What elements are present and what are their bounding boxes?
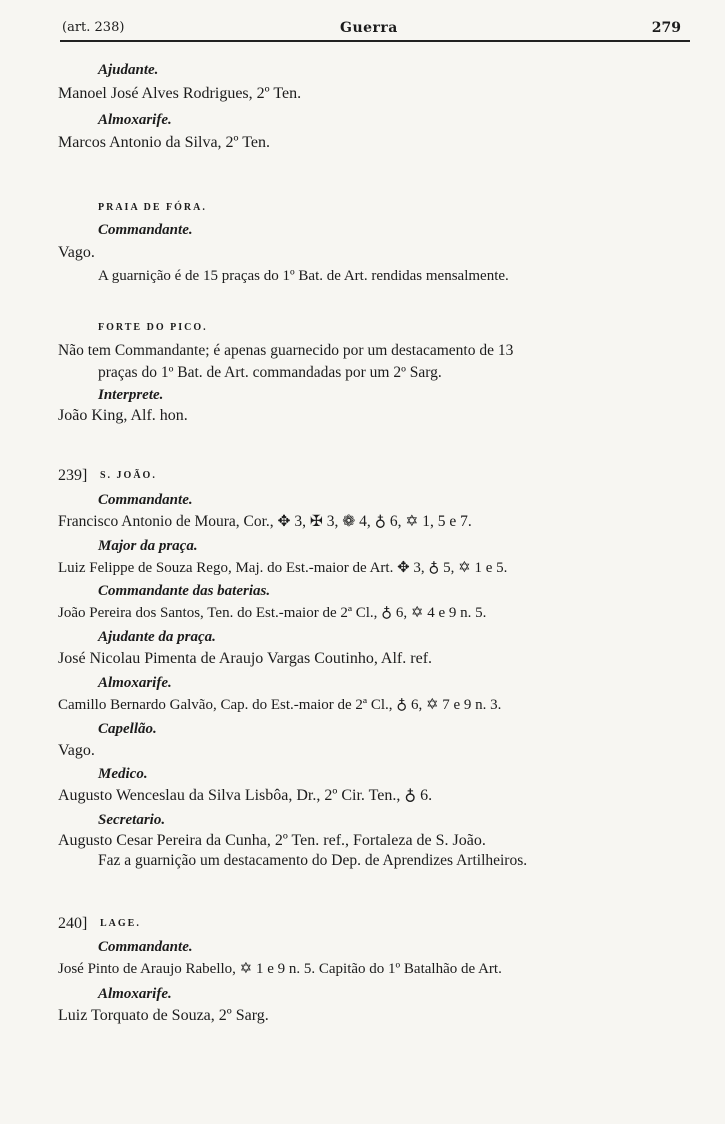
text-line: José Nicolau Pimenta de Araujo Vargas Coutinho, Alf. ref. (58, 650, 433, 667)
page-number: 279 (651, 20, 681, 36)
section-number: 240] (58, 915, 88, 932)
text-line: Francisco Antonio de Moura, Cor., ✥ 3, ✠ 3, ❁ 4, ♁ 6, ✡ 1, 5 e 7. (58, 513, 472, 530)
role-heading: Commandante. (98, 492, 193, 508)
text-line: Luiz Torquato de Souza, 2º Sarg. (58, 1007, 269, 1024)
text-line: Camillo Bernardo Galvão, Cap. do Est.-maior de 2ª Cl., ♁ 6, ✡ 7 e 9 n. 3. (58, 697, 502, 713)
section-heading: FORTE DO PICO. (98, 322, 208, 333)
section-heading: LAGE. (100, 918, 141, 929)
page-header (62, 18, 687, 40)
role-heading: Interprete. (98, 387, 164, 403)
role-heading: Ajudante. (98, 62, 159, 78)
page-title: Guerra (340, 20, 398, 36)
text-line: Augusto Wenceslau da Silva Lisbôa, Dr., 2º Cir. Ten., ♁ 6. (58, 787, 433, 804)
text-line: Faz a guarnição um destacamento do Dep. de Aprendizes Artilheiros. (98, 852, 528, 869)
role-heading: Commandante. (98, 222, 193, 238)
role-heading: Medico. (98, 766, 148, 782)
section-heading: PRAIA DE FÓRA. (98, 202, 207, 213)
text-line: João King, Alf. hon. (58, 407, 188, 424)
role-heading: Secretario. (98, 812, 166, 828)
text-line: Vago. (58, 742, 95, 759)
role-heading: Major da praça. (98, 538, 198, 554)
role-heading: Almoxarife. (98, 675, 172, 691)
role-heading: Almoxarife. (98, 112, 172, 128)
role-heading: Commandante. (98, 939, 193, 955)
section-number: 239] (58, 467, 88, 484)
text-line: Marcos Antonio da Silva, 2º Ten. (58, 134, 270, 151)
role-heading: Capellão. (98, 721, 157, 737)
text-line: Luiz Felippe de Souza Rego, Maj. do Est.-maior de Art. ✥ 3, ♁ 5, ✡ 1 e 5. (58, 560, 508, 576)
text-line: Augusto Cesar Pereira da Cunha, 2º Ten. ref., Fortaleza de S. João. (58, 832, 486, 849)
text-line: João Pereira dos Santos, Ten. do Est.-maior de 2ª Cl., ♁ 6, ✡ 4 e 9 n. 5. (58, 605, 487, 621)
text-line: praças do 1º Bat. de Art. commandadas por um 2º Sarg. (98, 364, 442, 381)
role-heading: Almoxarife. (98, 986, 172, 1002)
role-heading: Ajudante da praça. (98, 629, 216, 645)
text-line: Manoel José Alves Rodrigues, 2º Ten. (58, 85, 302, 102)
text-line: A guarnição é de 15 praças do 1º Bat. de Art. rendidas mensalmente. (98, 268, 509, 284)
header-rule (60, 40, 690, 42)
section-heading: S. JOÃO. (100, 470, 157, 481)
text-line: Vago. (58, 244, 95, 261)
role-heading: Commandante das baterias. (98, 583, 271, 599)
text-line: José Pinto de Araujo Rabello, ✡ 1 e 9 n. 5. Capitão do 1º Batalhão de Art. (58, 961, 502, 977)
article-reference: (art. 238) (62, 20, 125, 35)
text-line: Não tem Commandante; é apenas guarnecido por um destacamento de 13 (58, 342, 514, 359)
